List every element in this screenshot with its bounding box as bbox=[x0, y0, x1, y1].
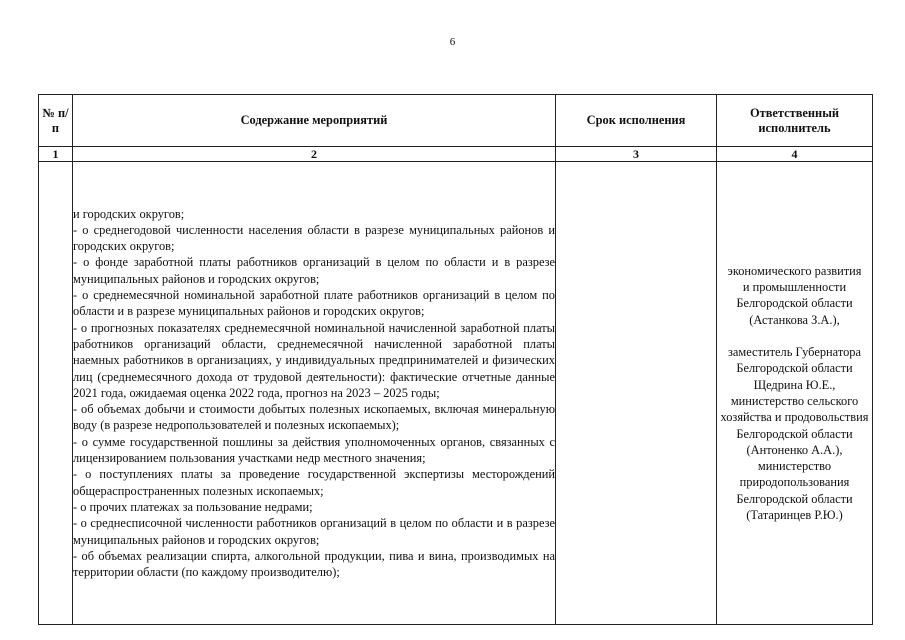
responsible-line: (Астанкова З.А.), bbox=[749, 312, 840, 327]
responsible-line: Белгородской области bbox=[736, 426, 853, 441]
header-content: Содержание мероприятий bbox=[73, 95, 556, 147]
content-line: - о поступлениях платы за проведение государственной экспертизы месторождений общераспространенных полезных ископаемых; bbox=[73, 467, 555, 498]
responsible-line: природопользования bbox=[739, 475, 850, 490]
responsible-line: Белгородской области bbox=[736, 491, 853, 506]
content-cell bbox=[73, 162, 556, 625]
row-num-cell bbox=[39, 162, 73, 625]
responsible-line: экономического развития bbox=[727, 263, 862, 278]
responsible-line: (Антоненко А.А.), bbox=[746, 442, 843, 457]
responsible-line: Щедрина Ю.Е., bbox=[753, 377, 836, 392]
header-deadline: Срок исполнения bbox=[556, 95, 717, 147]
content-line: - о сумме государственной пошлины за действия уполномоченных органов, связанных с лицензированием пользования участками недр местного значения; bbox=[73, 434, 555, 466]
table-row bbox=[39, 162, 873, 625]
responsible-line: Белгородской области bbox=[736, 361, 853, 376]
responsible-cell bbox=[717, 162, 873, 625]
responsible-line: министерство сельского bbox=[730, 394, 859, 408]
deadline-cell bbox=[556, 162, 717, 625]
content-line: - о фонде заработной платы работников организаций в целом по области и в разрезе муниципальных районов и городских округов; bbox=[73, 255, 555, 286]
responsible-line: (Татаринцев Р.Ю.) bbox=[746, 508, 843, 523]
content-line: - об объемах реализации спирта, алкогольной продукции, пива и вина, производимых на территории области (по каждому производителю); bbox=[73, 548, 555, 580]
responsible-line: Белгородской области bbox=[736, 296, 853, 311]
responsible-line: хозяйства и продовольствия bbox=[720, 410, 869, 425]
measures-table bbox=[38, 94, 873, 625]
responsible-line: министерство bbox=[757, 459, 832, 474]
content-line: - о среднегодовой численности населения области в разрезе муниципальных районов и городских округов; bbox=[73, 222, 555, 254]
column-number-1: 1 bbox=[39, 147, 73, 162]
table-header-row bbox=[39, 95, 873, 147]
content-line: - об объемах добычи и стоимости добытых полезных ископаемых, включая минеральную воду (в разрезе недропользователей и полезных ископаемых); bbox=[73, 402, 555, 433]
content-line: - о прочих платежах за пользование недрами; bbox=[73, 499, 313, 514]
column-number-row bbox=[39, 147, 873, 162]
header-num: № п/п bbox=[39, 95, 73, 147]
responsible-line bbox=[717, 328, 872, 344]
content-line: и городских округов; bbox=[73, 206, 185, 221]
column-number-3: 3 bbox=[556, 147, 717, 162]
content-line: - о прогнозных показателях среднемесячной номинальной начисленной заработной платы работников организаций области, среднемесячной начисленной заработной платы наемных работников в организациях, у индивидуальных предпринимателей и физических лиц (среднемесячного дохода от трудовой деятельности): фактические отчетные данные 2021 года, ожидаемая оценка 2022 года, прогноз на 2023 – 2025 годы; bbox=[73, 320, 555, 400]
responsible-line: заместитель Губернатора bbox=[728, 345, 861, 360]
content-line: - о среднемесячной номинальной заработной плате работников организаций в целом по области и в разрезе муниципальных районов и городских округов; bbox=[73, 288, 555, 319]
column-number-2: 2 bbox=[73, 147, 556, 162]
content-line: - о среднесписочной численности работников организаций в целом по области и в разрезе муниципальных районов и городских округов; bbox=[73, 516, 555, 547]
header-responsible: Ответственный исполнитель bbox=[717, 95, 873, 147]
page-number: 6 bbox=[449, 36, 456, 48]
responsible-line: и промышленности bbox=[742, 279, 847, 294]
column-number-4: 4 bbox=[717, 147, 873, 162]
